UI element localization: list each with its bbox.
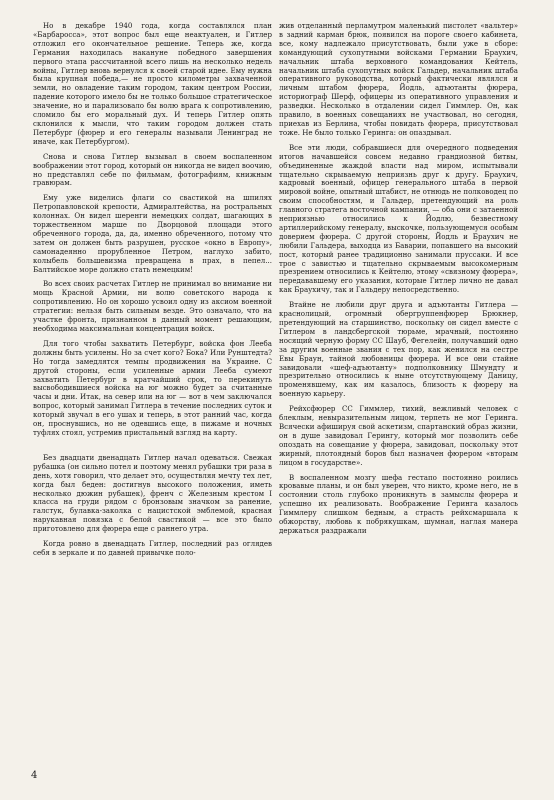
right-column xyxy=(279,22,518,542)
paragraph: В воспаленном мозгу шефа гестапо постоянно роились кровавые планы, и он был уверен, что никто, кроме него, не в состоянии столь глубоко проникнуть в замыслы фюрера и успешно их реализовать. Воображение Геринга казалось Гиммлеру слишком бедным, а страсть рейхсмаршала к обжорству, любовь к побрякушкам, шумная, наглая манера держаться раздражали xyxy=(279,472,518,535)
paragraph: Все эти люди, собравшиеся для очередного подведения итогов начавшейся совсем недавно грандиозной битвы, объединенные жаждой власти над миром, испытывали тщательно скрываемую неприязнь друг к другу. Браухич, кадровый военный, офицер генерального штаба в первой мировой войне, опытный штабист, не отнюдь не полководец по своим способностям, и Гальдер, претендующий на роль главного стратега восточной кампании, — оба они с затаенной неприязнью относились к Йодлю, безвестному артиллерийскому генералу, выскочке, пользующемуся особым доверием фюрера. С другой стороны, Йодль и Браухич не любили Гальдера, выходца из Баварии, попавшего на высокий пост, который ранее традиционно занимали пруссаки. И все трое с завистью и тщательно скрываемым высокомерным презрением относились к Кейтелю, этому «связному фюрера», передававшему его указания, которые Гитлер лично не давал как Браухичу, так и Гальдеру непосредственно. xyxy=(279,142,518,295)
paragraph: Но в декабре 1940 года, когда составлялся план «Барбаросса», этот вопрос был еще неактуален, и Гитлер отложил его окончательное решение. Теперь же, когда Германия находилась накануне победного завершения первого этапа рассчитанной всего лишь на несколько недель войны, Гитлер вновь вернулся к своей старой идее. Ему нужна была крупная победа,— не просто километры захваченной земли, но овладение таким городом, таким центром России, падение которого имело бы не только большое стратегическое значение, но и парализовало бы волю врага к сопротивлению, сломило бы его моральный дух. И теперь Гитлер опять склонился к мысли, что таким городом должен стать Петербург (фюрер и его генералы называли Ленинград не иначе, как Петербургом). xyxy=(33,21,272,146)
paragraph: жив отделанный перламутром маленький пистолет «вальтер» в задний карман брюк, появился на пороге своего кабинета, все, кому надлежало присутствовать, были уже в сборе: командующий сухопутными войсками Германии Браухич, начальник штаба верховного командования Кейтель, начальник штаба сухопутных войск Гальдер, начальник штаба оперативного руководства, который фактически являлся и личным штабом фюрера, Йодль, адъютанты фюрера, историограф Шерф, офицеры из оперативного управления и разведки. Несколько в отдалении сидел Гиммлер. Он, как правило, в военных совещаниях не участвовал, но сегодня, приехав из Берлина, чтобы повидать фюрера, присутствовал тоже. Не было только Геринга: он опаздывал. xyxy=(279,21,518,137)
left-column xyxy=(33,22,272,564)
paragraph: Без двадцати двенадцать Гитлер начал одеваться. Свежая рубашка (он сильно потел и поэтому менял рубашки три раза в день, хотя говорил, что делает это, осуществляя мечту тех лет, когда был беден: достигнув высокого положения, иметь несколько дюжин рубашек), френч с Железным крестом I класса на груди рядом с бронзовым значком за ранение, галстук, булавка-заколка с нацистской эмблемой, красная нарукавная повязка с белой свастикой — все это было приготовлено для фюрера еще с раннего утра. xyxy=(33,452,272,534)
paragraph: Для того чтобы захватить Петербург, войска фон Лееба должны быть усилены. Но за счет кого? Бока? Или Рунштедта? Но тогда замедлятся темпы продвижения на Украине. С другой стороны, если усиленные армии Лееба сумеют захватить Петербург в кратчайший срок, то перекинуть высвободившиеся войска на юг можно будет за считанные часы и дни. Итак, на север или на юг — вот в чем заключался вопрос, который занимал Гитлера в течение последних суток и который звучал в его ушах и теперь, в этот ранний час, когда он, проснувшись, но не одевшись еще, в пижаме и ночных туфлях стоял, устремив пристальный взгляд на карту. xyxy=(33,338,272,437)
paragraph: Когда ровно в двенадцать Гитлер, последний раз оглядев себя в зеркале и по давней привычке поло- xyxy=(33,539,272,557)
paragraph: Снова и снова Гитлер вызывал в своем воспаленном воображении этот город, который он никогда не видел воочию, но представлял себе по фильмам, фотографиям, книжным гравюрам. xyxy=(33,151,272,188)
paragraph: Ему уже виделись флаги со свастикой на шпилях Петропавловской крепости, Адмиралтейства, на ростральных колоннах. Он видел шеренги немецких солдат, шагающих в торжественном марше по Дворцовой площади этого обреченного города, да, да, именно обреченного, потому что затем он должен быть разрушен, русское «окно в Европу», самонадеянно прорубленное Петром, наглухо забито, колыбель большевизма превращена в прах, в пепел... Балтийское море должно стать немецким! xyxy=(33,193,272,274)
paragraph: Втайне не любили друг друга и адъютанты Гитлера — краснолицый, огромный обергруппенфюрер Брюкнер, претендующий на старшинство, поскольку он сидел вместе с Гитлером в ландсбергской тюрьме, мрачный, постоянно носящий черную форму СС Шауб, Фегелейн, получавший одно за другим военные звания с тех пор, как женился на сестре Евы Браун, тайной любовницы фюрера. И все они стайне завидовали «шеф-адъютанту» подполковнику Шмундту и презрительно относились к ныне отсутствующему Даницу, променявшему, как им казалось, близость к фюреру на военную карьеру. xyxy=(279,300,518,399)
paragraph: Рейхсфюрер СС Гиммлер, тихий, вежливый человек с блеклым, невыразительным лицом, терпеть не мог Геринга. Всячески афишируя свой аскетизм, спартанский образ жизни, он в душе завидовал Герингу, который мог позволить себе опоздать на совещание у фюрера, завидовал, поскольку этот жирный, плотоядный боров был назначен фюрером «вторым лицом в государстве». xyxy=(279,404,518,467)
page-number: 4 xyxy=(31,770,38,781)
paragraph: Во всех своих расчетах Гитлер не принимал во внимание ни мощь Красной Армии, ни волю советского народа к сопротивлению. Но он хорошо усвоил одну из аксиом военной стратегии: нельзя быть сильным везде. Это означало, что на участке фронта, признанном в данный момент решающим, необходима максимальная концентрация войск. xyxy=(33,279,272,333)
